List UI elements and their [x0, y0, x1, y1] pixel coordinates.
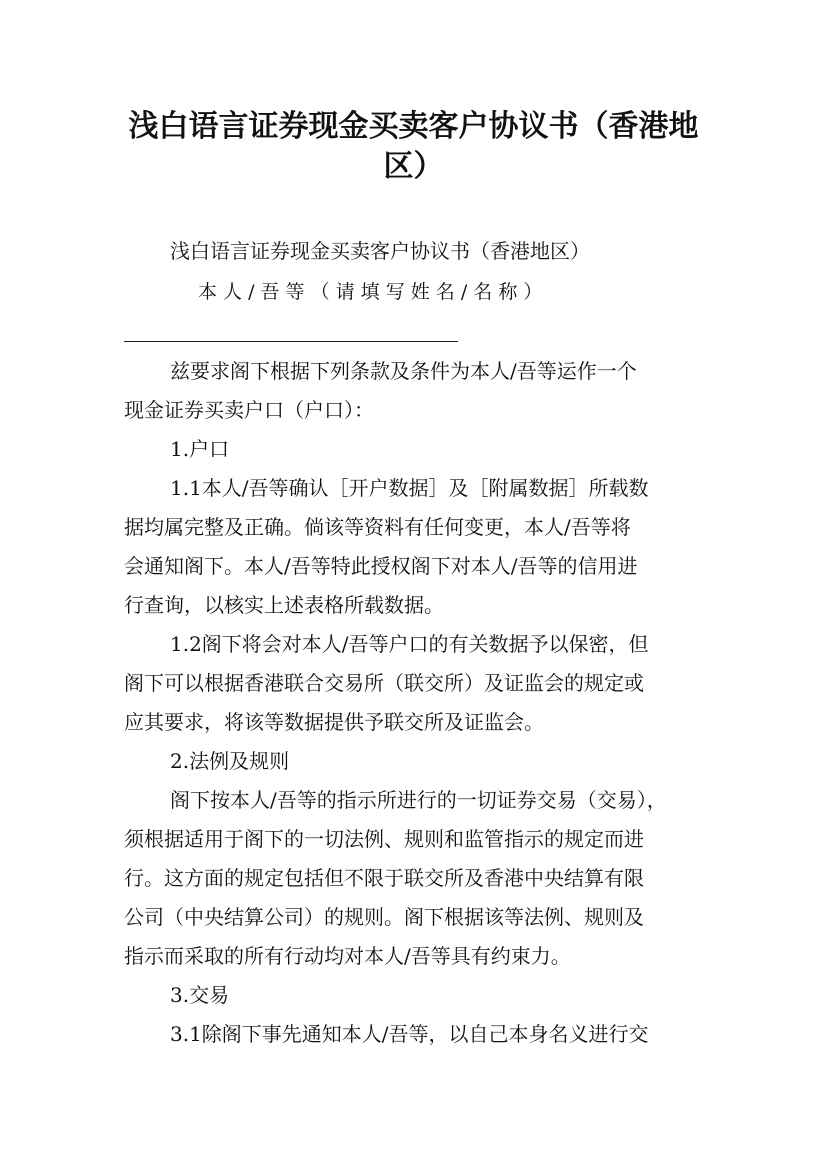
- body-line: 须根据适用于阁下的一切法例、规则和监管指示的规定而进: [124, 827, 644, 851]
- section-heading: 2.法例及规则: [170, 749, 290, 773]
- body-line: 现金证券买卖户口（户口）：: [124, 398, 374, 422]
- body-line: 行查询，以核实上述表格所载数据。: [124, 593, 444, 617]
- body-line: 阁下可以根据香港联合交易所（联交所）及证监会的规定或: [124, 671, 644, 695]
- header-line: 浅白语言证券现金买卖客户协议书（香港地区）: [170, 239, 590, 263]
- body-line: 会通知阁下。本人/吾等特此授权阁下对本人/吾等的信用进: [124, 554, 638, 578]
- body-line: 1.2阁下将会对本人/吾等户口的有关数据予以保密，但: [170, 632, 649, 656]
- document-title-line-2: 区）: [383, 149, 444, 184]
- signature-line: [124, 341, 458, 342]
- body-line: 据均属完整及正确。倘该等资料有任何变更，本人/吾等将: [124, 515, 631, 539]
- body-line: 3.1除阁下事先通知本人/吾等，以自己本身名义进行交: [170, 1022, 649, 1046]
- body-line: 兹要求阁下根据下列条款及条件为本人/吾等运作一个: [170, 359, 637, 383]
- document-title-line-1: 浅白语言证券现金买卖客户协议书（香港地: [128, 109, 699, 144]
- body-line: 阁下按本人/吾等的指示所进行的一切证券交易（交易），: [170, 788, 667, 812]
- body-line: 应其要求，将该等数据提供予联交所及证监会。: [124, 710, 544, 734]
- name-prompt: 本 人 / 吾 等 （ 请 填 写 姓 名 / 名 称 ）: [198, 281, 543, 303]
- body-line: 1.1本人/吾等确认［开户数据］及［附属数据］所载数: [170, 476, 649, 500]
- body-line: 公司（中央结算公司）的规则。阁下根据该等法例、规则及: [124, 905, 644, 929]
- body-line: 指示而采取的所有行动均对本人/吾等具有约束力。: [124, 944, 571, 968]
- section-heading: 1.户口: [170, 437, 230, 461]
- section-heading: 3.交易: [170, 983, 230, 1007]
- body-line: 行。这方面的规定包括但不限于联交所及香港中央结算有限: [124, 866, 644, 890]
